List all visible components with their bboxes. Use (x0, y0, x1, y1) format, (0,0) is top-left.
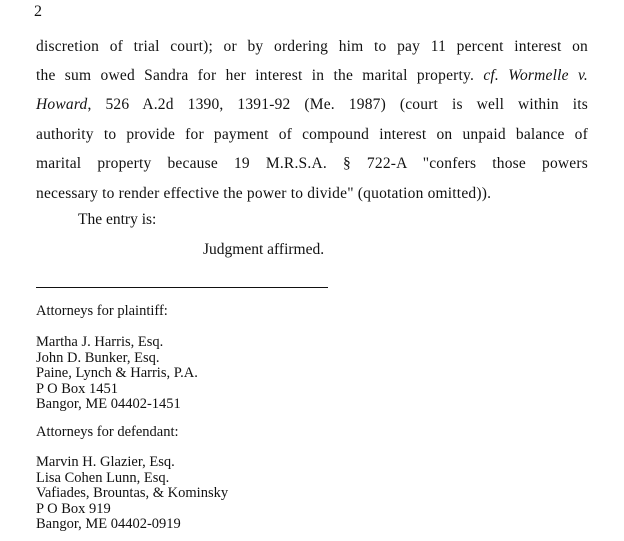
plaintiff-city-line: Bangor, ME 04402-1451 (36, 396, 181, 412)
plaintiff-attorneys-heading: Attorneys for plaintiff: (36, 303, 168, 319)
cite-case-name-cont: Howard (36, 96, 88, 113)
plaintiff-attorney-line: Martha J. Harris, Esq. (36, 334, 164, 350)
section-divider (36, 287, 328, 288)
defendant-attorneys-heading: Attorneys for defendant: (36, 424, 179, 440)
defendant-attorneys-block (36, 455, 228, 533)
body-line-6: necessary to render effective the power to divide" (quotation omitted)). (36, 185, 492, 202)
defendant-attorney-line: Marvin H. Glazier, Esq. (36, 454, 175, 470)
defendant-firm-line: Vafiades, Brountas, & Kominsky (36, 485, 229, 501)
page-number: 2 (34, 3, 42, 20)
body-line-2-text: the sum owed Sandra for her interest in the marital property. (36, 67, 475, 84)
cite-reporter: , 526 A.2d 1390, 1391-92 (Me. 1987) (court is well within its (87, 96, 588, 113)
body-line-5: marital property because 19 M.R.S.A. § 722-A "confers those powers (36, 155, 588, 172)
plaintiff-pobox-line: P O Box 1451 (36, 380, 119, 397)
plaintiff-attorney-line: John D. Bunker, Esq. (36, 349, 160, 366)
defendant-attorney-line: Lisa Cohen Lunn, Esq. (36, 469, 170, 486)
defendant-pobox-line: P O Box 919 (36, 500, 111, 517)
entry-label: The entry is: (78, 211, 157, 228)
body-line-3 (36, 90, 588, 120)
body-line-2 (36, 61, 588, 91)
body-line-1: discretion of trial court); or by ordering him to pay 11 percent interest on (36, 38, 588, 55)
judgment-text: Judgment affirmed. (203, 241, 325, 258)
plaintiff-firm-line: Paine, Lynch & Harris, P.A. (36, 365, 198, 381)
cite-signal: cf. (483, 67, 500, 84)
cite-case-name: Wormelle v. (508, 67, 589, 84)
defendant-city-line: Bangor, ME 04402-0919 (36, 516, 181, 532)
plaintiff-attorneys-block (36, 335, 198, 413)
body-line-4: authority to provide for payment of compound interest on unpaid balance of (36, 126, 588, 143)
